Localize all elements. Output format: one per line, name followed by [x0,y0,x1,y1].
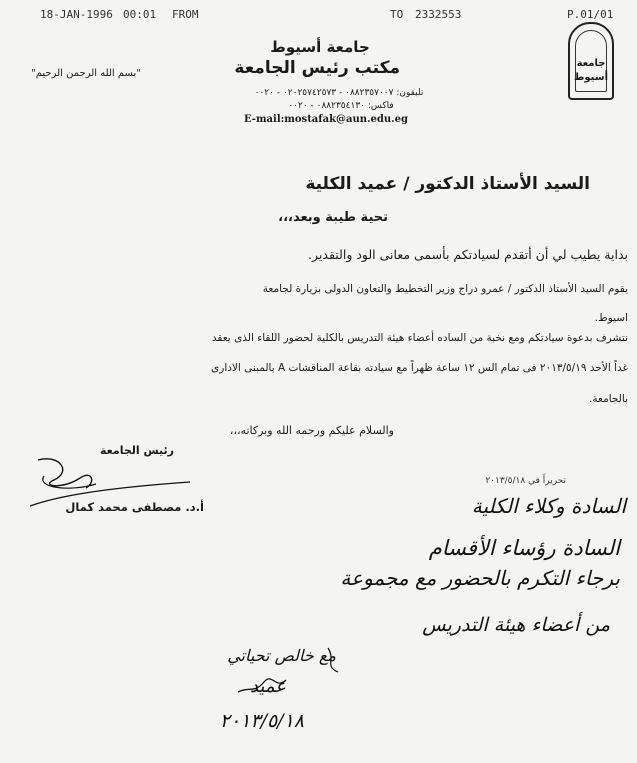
fax-from-label: FROM [172,8,199,21]
signature-name: أ.د. مصطفى محمد كمال [65,500,204,514]
university-logo [568,22,614,100]
annotation-line-6: عميد [249,676,286,697]
paragraph-2-line-2: غداً الأحد ٢٠١٣/٥/١٩ فى تمام الس ١٢ ساعة ظهراً مع سيادته بقاعة المناقشات A بالمبنى الادارى [211,362,628,374]
annotation-line-3: برجاء التكرم بالحضور مع مجموعة [340,566,620,590]
fax-to-number: 2332553 [415,8,462,21]
paragraph-2-line-3: بالجامعة. [589,393,628,405]
paragraph-1-line-2: اسيوط. [594,312,628,324]
fax-date: 18-JAN-1996 [40,8,113,21]
annotation-line-4: من أعضاء هيئة التدريس [422,614,610,636]
fax-page-number: P.01/01 [567,8,614,21]
logo-line-2: أسيوط [574,72,608,83]
closing-line: والسلام عليكم ورحمه الله وبركاته،،، [229,424,394,437]
handwritten-signature [0,448,200,528]
annotation-line-5: مع خالص تحياتي [227,646,336,665]
office-name: مكتب رئيس الجامعة [234,58,400,78]
university-name: جامعة أسيوط [270,38,370,56]
addressee: السيد الأستاذ الدكتور / عميد الكلية [305,174,590,194]
phone-numbers: تليفون: ٠٨٨٢٣٥٧٠٠٧ - ٠٢٠٢٥٧٤٢٥٧٣ - ٠٠٢٠ [254,88,424,98]
annotation-date: ٢٠١٣/٥/١٨ [219,710,304,732]
email-address: E-mail:mostafak@aun.edu.eg [244,114,408,125]
basmala: "بسم الله الرحمن الرحيم" [31,68,141,79]
opening-line: بداية يطيب لي أن أتقدم لسيادتكم بأسمى معانى الود والتقدير. [308,247,628,262]
annotation-line-2: السادة رؤساء الأقسام [428,536,620,560]
signature-title: رئيس الجامعة [100,444,174,457]
fax-time: 00:01 [123,8,157,21]
annotation-scribble [228,642,358,698]
greeting: تحية طيبة وبعد،،، [278,210,388,225]
fax-to-label: TO [390,8,404,21]
paragraph-2-line-1: نتشرف بدعوة سيادتكم ومع نخبة من الساده أعضاء هيئة التدريس بالكلية لحضور اللقاء الذى يعقد [211,332,628,344]
logo-line-1: جامعة [576,58,606,69]
paragraph-1-line-1: يقوم السيد الأستاذ الدكتور / عمرو دراج وزير التخطيط والتعاون الدولى بزيارة لجامعة [262,283,628,295]
annotation-date-stamp: تحريراً في ٢٠١٣/٥/١٨ [485,476,566,486]
annotation-line-1: السادة وكلاء الكلية [471,494,626,518]
fax-numbers: فاكس: ٠٨٨٢٣٥٤١٣٠ - ٠٠٢٠ [288,101,394,111]
